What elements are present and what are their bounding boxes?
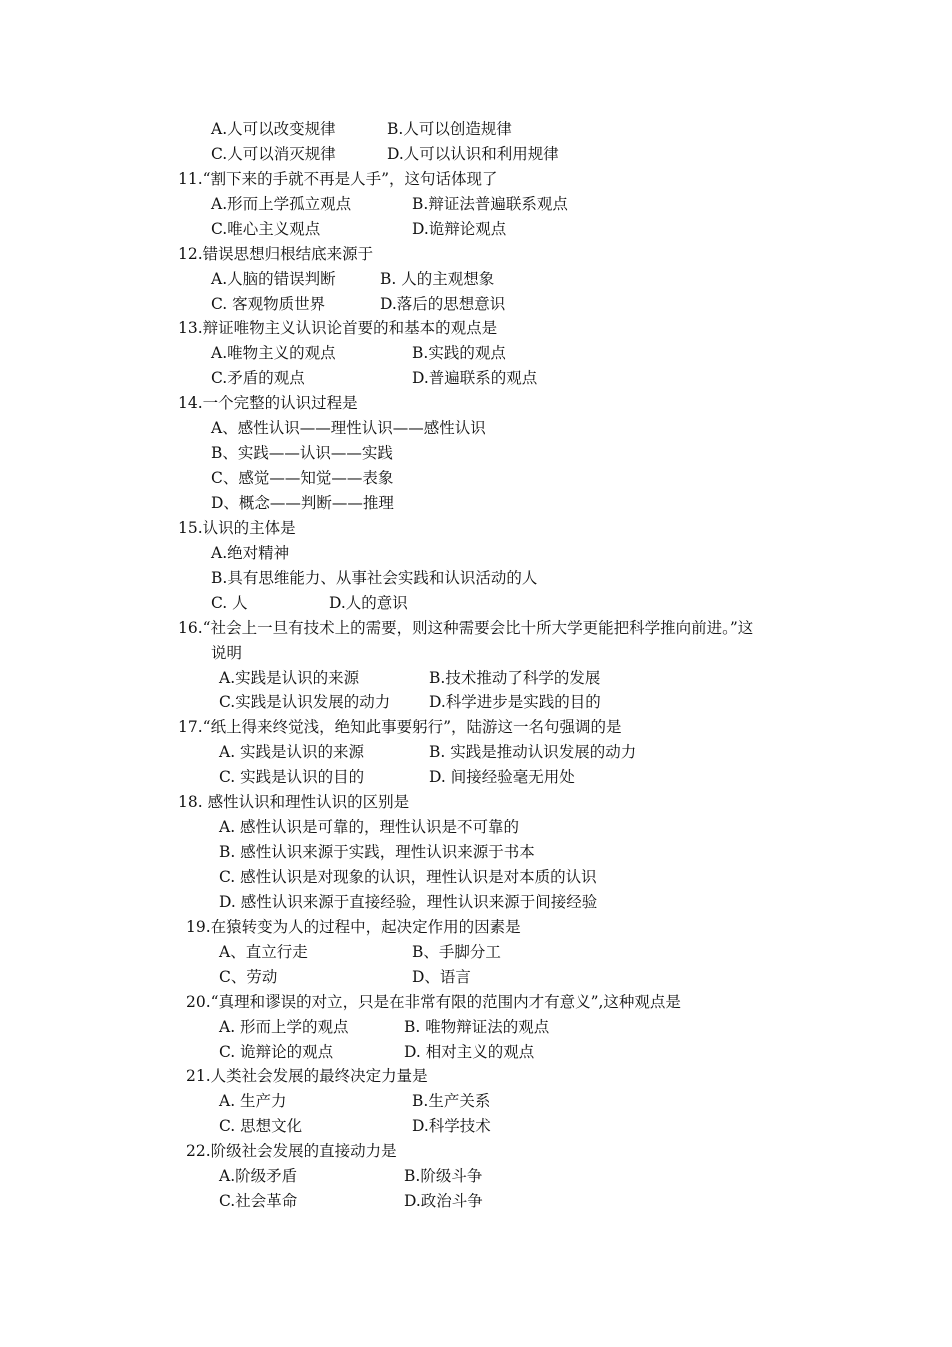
question-16: 16.“社会上一旦有技术上的需要，则这种需要会比十所大学更能把科学推向前进。”这 [178, 619, 754, 637]
option-d: D.普遍联系的观点 [412, 369, 538, 387]
option-a: A. 感性认识是可靠的，理性认识是不可靠的 [219, 818, 520, 836]
question-19: 19.在猿转变为人的过程中，起决定作用的因素是 [186, 918, 521, 936]
option-c: C.人可以消灭规律 [211, 145, 336, 163]
option-c: C. 客观物质世界 [211, 295, 326, 313]
option-a: A.绝对精神 [211, 544, 290, 562]
option-c: C、劳动 [219, 968, 278, 986]
option-c: C.社会革命 [219, 1192, 298, 1210]
question-18: 18. 感性认识和理性认识的区别是 [178, 793, 410, 811]
question-12: 12.错误思想归根结底来源于 [178, 245, 374, 263]
question-22: 22.阶级社会发展的直接动力是 [186, 1142, 397, 1160]
option-b: B. 实践是推动认识发展的动力 [429, 743, 637, 761]
option-d: D.诡辩论观点 [412, 220, 507, 238]
option-d: D.人可以认识和利用规律 [387, 145, 559, 163]
option-b: B. 感性认识来源于实践，理性认识来源于书本 [219, 843, 535, 861]
option-a: A. 形而上学的观点 [219, 1018, 349, 1036]
option-d: D.科学进步是实践的目的 [429, 693, 601, 711]
option-d: D、概念——判断——推理 [211, 494, 394, 512]
option-a: A.人脑的错误判断 [211, 270, 336, 288]
option-b: B.技术推动了科学的发展 [429, 669, 601, 687]
option-c: C. 思想文化 [219, 1117, 303, 1135]
option-d: D.人的意识 [329, 594, 408, 612]
option-b: B. 人的主观想象 [380, 270, 495, 288]
option-b: B.实践的观点 [412, 344, 506, 362]
option-a: A. 生产力 [219, 1092, 287, 1110]
option-d: D. 相对主义的观点 [404, 1043, 535, 1061]
question-21: 21.人类社会发展的最终决定力量是 [186, 1067, 428, 1085]
option-a: A. 实践是认识的来源 [219, 743, 365, 761]
option-c: C. 诡辩论的观点 [219, 1043, 334, 1061]
option-c: C. 感性认识是对现象的认识，理性认识是对本质的认识 [219, 868, 597, 886]
option-b: B.辩证法普遍联系观点 [412, 195, 568, 213]
option-a: A.人可以改变规律 [211, 120, 336, 138]
option-c: C.唯心主义观点 [211, 220, 321, 238]
option-a: A.阶级矛盾 [219, 1167, 298, 1185]
question-11: 11.“割下来的手就不再是人手”，这句话体现了 [178, 170, 498, 188]
option-d: D.落后的思想意识 [380, 295, 506, 313]
option-a: A、感性认识——理性认识——感性认识 [211, 419, 486, 437]
option-a: A、直立行走 [219, 943, 308, 961]
option-c: C.实践是认识发展的动力 [219, 693, 391, 711]
question-14: 14.一个完整的认识过程是 [178, 394, 358, 412]
question-17: 17.“纸上得来终觉浅，绝知此事要躬行”，陆游这一名句强调的是 [178, 718, 622, 736]
option-c: C.矛盾的观点 [211, 369, 305, 387]
option-c: C. 实践是认识的目的 [219, 768, 365, 786]
option-b: B、手脚分工 [412, 943, 501, 961]
question-15: 15.认识的主体是 [178, 519, 296, 537]
option-d: D. 感性认识来源于直接经验，理性认识来源于间接经验 [219, 893, 598, 911]
option-d: D.科学技术 [412, 1117, 491, 1135]
question-20: 20.“真理和谬误的对立，只是在非常有限的范围内才有意义”,这种观点是 [186, 993, 681, 1011]
question-13: 13.辩证唯物主义认识论首要的和基本的观点是 [178, 319, 498, 337]
option-a: A.实践是认识的来源 [219, 669, 360, 687]
option-b: B、实践——认识——实践 [211, 444, 393, 462]
option-c: C、感觉——知觉——表象 [211, 469, 394, 487]
option-b: B.生产关系 [412, 1092, 491, 1110]
option-d: D、语言 [412, 968, 471, 986]
option-b: B.人可以创造规律 [387, 120, 512, 138]
option-a: A.唯物主义的观点 [211, 344, 336, 362]
option-a: A.形而上学孤立观点 [211, 195, 352, 213]
option-b: B.具有思维能力、从事社会实践和认识活动的人 [211, 569, 538, 587]
question-16-continued: 说明 [211, 644, 243, 662]
option-d: D. 间接经验毫无用处 [429, 768, 575, 786]
option-d: D.政治斗争 [404, 1192, 483, 1210]
option-c: C. 人 [211, 594, 248, 612]
option-b: B.阶级斗争 [404, 1167, 483, 1185]
option-b: B. 唯物辩证法的观点 [404, 1018, 550, 1036]
